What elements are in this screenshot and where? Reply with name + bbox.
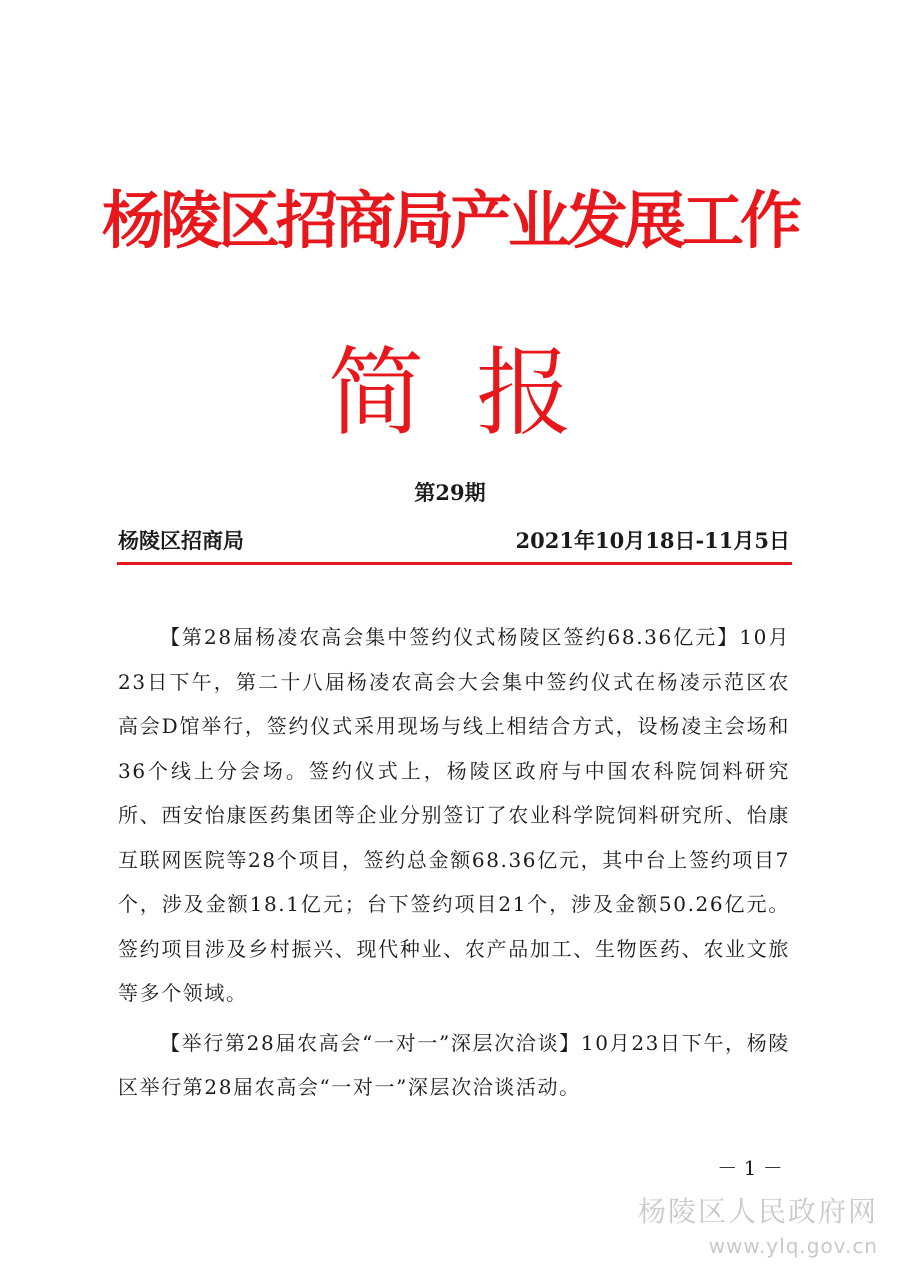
bulletin-title: 简报: [328, 337, 624, 449]
watermark-site-name: 杨陵区人民政府网: [637, 1195, 878, 1228]
red-divider: [117, 562, 792, 565]
paragraph: 【举行第28届农高会“一对一”深层次洽谈】10月23日下午，杨陵区举行第28届农高会“一对一”深层次洽谈活动。: [118, 1030, 790, 1099]
issuer-name: 杨陵区招商局: [118, 528, 244, 553]
masthead-title: 杨陵区招商局产业发展工作: [101, 184, 798, 257]
issuer-date-row: [118, 530, 790, 551]
issue-number: 第29期: [414, 480, 486, 505]
body-text: [118, 615, 790, 1115]
paragraph: 【第28届杨凌农高会集中签约仪式杨陵区签约68.36亿元】10月23日下午，第二十八届杨凌农高会大会集中签约仪式在杨凌示范区农高会D馆举行，签约仪式采用现场与线上相结合方式，设杨凌主会场和36个线上分会场。签约仪式上，杨陵区政府与中国农科院饲料研究所、西安怡康医药集团等企业分别签订了农业科学院饲料研究所、怡康互联网医院等28个项目，签约总金额68.36亿元，其中台上签约项目7个，涉及金额18.1亿元；台下签约项目21个，涉及金额50.26亿元。签约项目涉及乡村振兴、现代种业、农产品加工、生物医药、农业文旅等多个领域。: [118, 625, 790, 1005]
page-number: － 1 －: [717, 1156, 783, 1180]
site-watermark: [637, 1195, 878, 1258]
date-range: 2021年10月18日-11月5日: [515, 528, 790, 553]
watermark-url: www.ylq.gov.cn: [708, 1234, 878, 1258]
